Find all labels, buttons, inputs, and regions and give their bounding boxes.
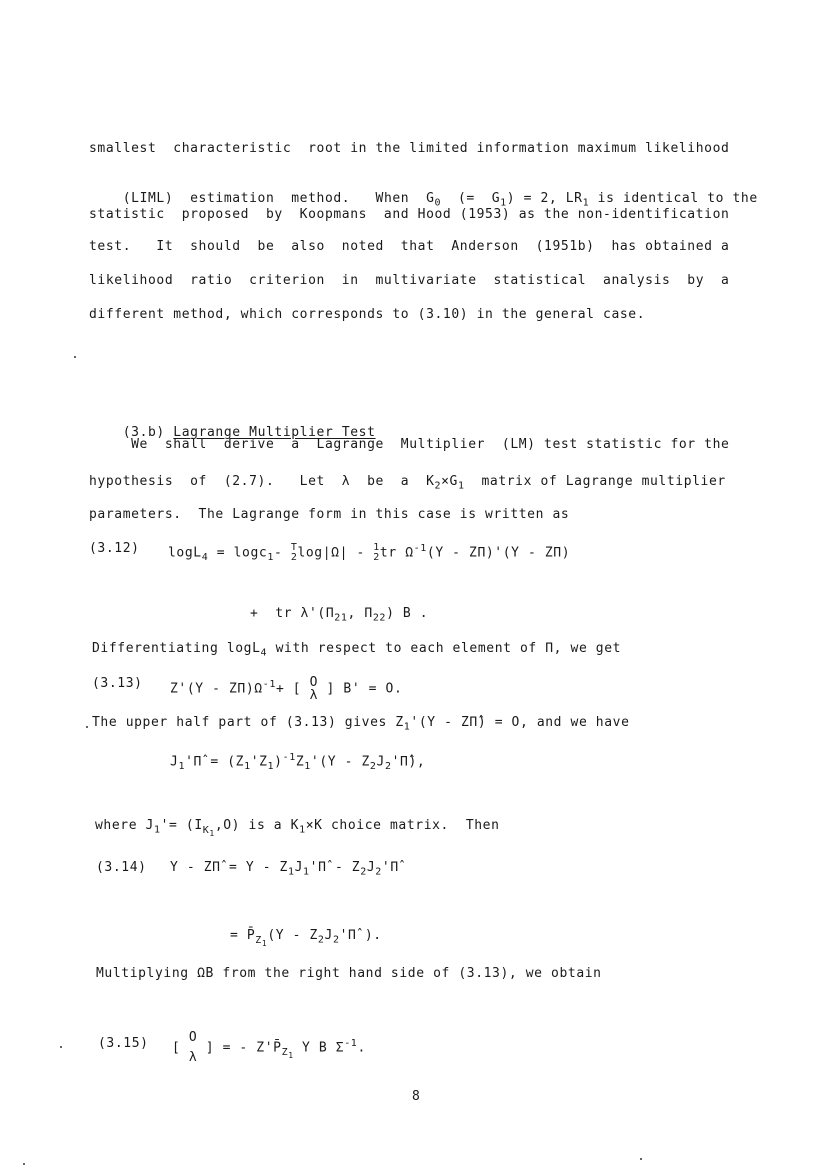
eq-3-13-label: (3.13) [92,676,143,691]
eq-3-13: $Z'(Y - Z\Pi)\Omega^{-1}+$ [ O λ ] B' = O. [170,675,403,703]
section-number: (3.b) [122,425,165,440]
scan-speck [23,1163,25,1165]
intro-line-6: different method, which corresponds to (3.10) in the general case. [89,307,646,322]
eq-3-12-line2: + tr $\lambda'(\Pi_{21}$, $\Pi_{22}$) B . [250,606,429,624]
body-line-3: parameters. The Lagrange form in this case is written as [89,507,570,522]
j-equation: $J_1'\Pî = (Z_1'Z_1)^{-1}Z_1'(Y$ - $Z_2J_2'\Pî$), [170,752,426,772]
body-line-1: We shall derive a Lagrange Multiplier (LM) test statistic for the [89,437,730,452]
eq-3-12-label: (3.12) [89,541,140,556]
eq-3-15-label: (3.15) [98,1036,149,1051]
upper-line: The upper half part of (3.13) gives $Z_1'(Y$ - ZΠ̂) = O, and we have [92,715,630,733]
scan-speck [60,1046,62,1048]
eq-3-14-label: (3.14) [96,860,147,875]
scan-speck [640,1158,642,1160]
scan-speck [74,356,76,358]
intro-line-2: (LIML) estimation method. When $G_0$ (= $G_1) = 2$, $LR_1$ is identical to the [122,191,758,209]
section-title: Lagrange Multiplier Test [173,425,376,440]
eq-3-14-line2: = $P̄_{Z_1}(Y$ - $Z_2J_2'\Pî$ ). [230,928,382,948]
where-line: where $J_1'= (I_{K_1},O)$ is a $K_1\times K$ choice matrix. Then [95,818,500,838]
eq-3-14-line1: Y - ZΠ̂ = Y - $Z_1J_1'\Pî$ - $Z_2J_2'\Pî$ [170,860,399,878]
eq-3-12-line1: logL$_4$ = logc$_1$- T 2log|Ω| - 1 2tr $\Omega^{-1}(Y - Z\Pi)'(Y - Z\Pi)$ [168,541,571,563]
mult-line: Multiplying ΩB from the right hand side of (3.13), we obtain [96,966,602,981]
body-line-2: hypothesis of (2.7). Let λ be a $K_2\times G_1$ matrix of Lagrange multiplier [89,474,726,492]
eq-3-15: [ O λ ] = - $Z'P̄_{Z_1}$ Y B $\Sigma^{-1}$. [172,1030,366,1065]
intro-line-4: test. It should be also noted that Anderson (1951b) has obtained a [89,239,730,254]
intro-line-3: statistic proposed by Koopmans and Hood (1953) as the non-identification [89,207,730,222]
scan-speck [86,726,88,728]
intro-line-1: smallest characteristic root in the limited information maximum likelihood [89,141,730,156]
diff-line: Differentiating logL$_4$ with respect to each element of Π, we get [92,641,622,659]
intro-line-5: likelihood ratio criterion in multivariate statistical analysis by a [89,273,730,288]
page-number: 8 [412,1089,421,1104]
